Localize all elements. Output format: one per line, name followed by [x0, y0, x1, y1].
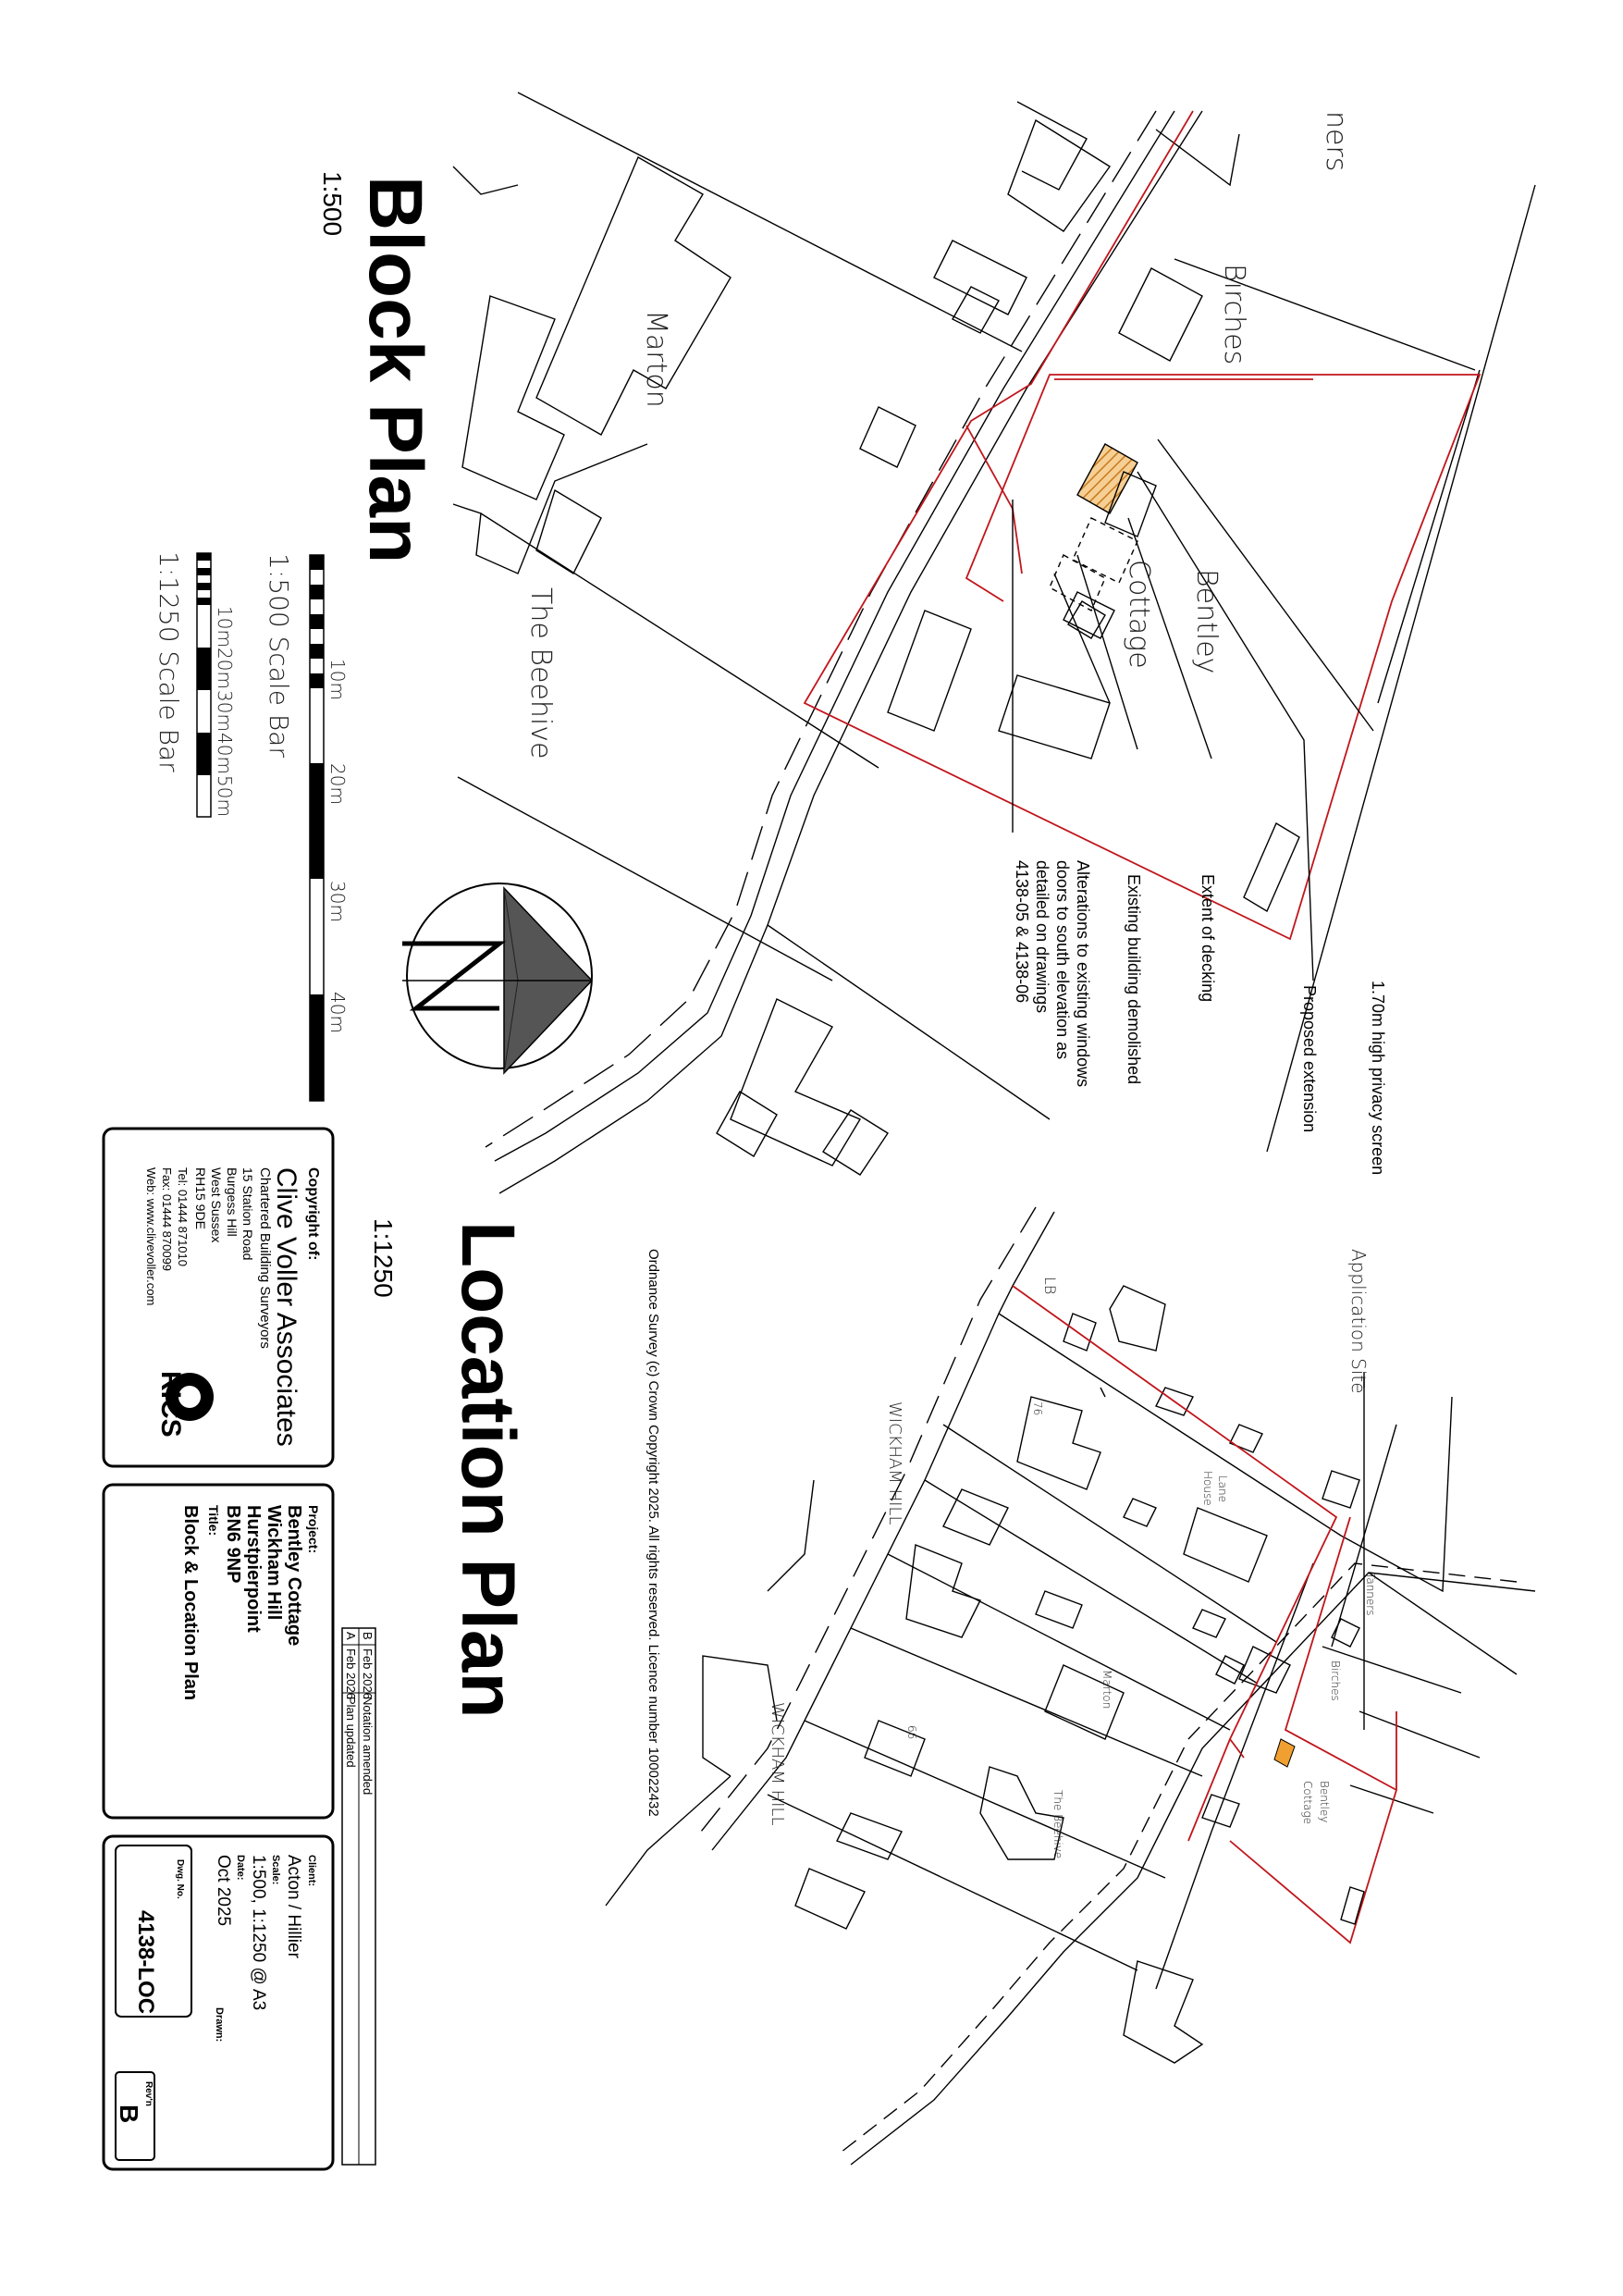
svg-text:Lane: Lane [1216, 1475, 1229, 1503]
svg-text:50m: 50m [214, 775, 236, 817]
svg-text:30m: 30m [214, 690, 236, 732]
label-birches: Birches [1218, 264, 1250, 365]
project-line-2: Wickham Hill [264, 1505, 284, 1621]
location-plan-title: Location Plan [446, 1221, 530, 1719]
svg-text:Tel: 01444 871010: Tel: 01444 871010 [176, 1167, 190, 1266]
revisions-table [342, 1628, 375, 2165]
svg-text:House: House [1201, 1471, 1214, 1506]
copyright-box [104, 1129, 333, 1466]
note-alterations-3: detailed on drawings [1033, 860, 1051, 1014]
label-tanners-partial: ners [1320, 111, 1352, 172]
svg-text:20m: 20m [214, 648, 236, 689]
note-extent-decking: Extent of decking [1199, 874, 1217, 1003]
revision-letter: B [115, 2105, 143, 2124]
svg-text:30m: 30m [326, 881, 349, 922]
drawing-number: 4138-LOC [133, 1910, 158, 2015]
svg-text:Scale:: Scale: [270, 1855, 281, 1885]
svg-text:20m: 20m [326, 763, 349, 805]
svg-text:Copyright of:: Copyright of: [305, 1167, 321, 1261]
svg-text:Marton: Marton [1100, 1670, 1113, 1710]
scale-bar-1250-caption: 1:1250 Scale Bar [154, 551, 184, 772]
svg-text:Web: www.clivevoller.com: Web: www.clivevoller.com [144, 1167, 158, 1306]
label-bentley: Bentley [1190, 569, 1223, 674]
note-existing-demolished: Existing building demolished [1125, 874, 1143, 1085]
location-plan-map [606, 1207, 1535, 2165]
svg-text:10m: 10m [326, 659, 349, 700]
application-site-label: Application Site [1347, 1249, 1370, 1394]
svg-text:Client:: Client: [306, 1855, 317, 1887]
svg-text:B: B [361, 1632, 375, 1640]
os-copyright: Ordnance Survey (c) Crown Copyright 2025. All rights reserved. Licence number 100022432 [646, 1249, 661, 1817]
scale-bar-500 [264, 553, 349, 1101]
label-the-beehive: The Beehive [524, 587, 557, 759]
info-box [104, 1836, 333, 2169]
svg-text:LB: LB [1041, 1277, 1059, 1295]
scale-bar-1250 [154, 551, 236, 817]
svg-text:Project:: Project: [306, 1505, 321, 1554]
rics-logo-icon [155, 1371, 214, 1438]
location-plan-labels [768, 1277, 1377, 1858]
drawing-title: Block & Location Plan [180, 1505, 201, 1701]
label-cottage: Cottage [1123, 560, 1155, 669]
svg-text:Fax: 01444 870099: Fax: 01444 870099 [160, 1167, 174, 1272]
svg-text:Burgess Hill: Burgess Hill [225, 1167, 240, 1237]
note-alterations-1: Alterations to existing windows [1074, 860, 1092, 1088]
svg-text:Plan updated: Plan updated [344, 1697, 358, 1768]
north-arrow-icon [402, 883, 592, 1073]
svg-text:Bentley: Bentley [1318, 1781, 1331, 1823]
block-plan-annotations [1013, 860, 1387, 1175]
title-box [104, 1485, 333, 1818]
svg-text:66: 66 [905, 1725, 918, 1740]
proposed-extension-hatch [1077, 444, 1137, 513]
svg-text:Tanners: Tanners [1364, 1573, 1377, 1616]
svg-text:Rev'n: Rev'n [143, 2081, 154, 2106]
application-site-fill [1274, 1739, 1295, 1767]
block-plan-title: Block Plan [353, 176, 437, 564]
project-line-1: Bentley Cottage [284, 1505, 304, 1647]
svg-text:RH15 9DE: RH15 9DE [193, 1167, 208, 1229]
svg-text:Feb 2026: Feb 2026 [344, 1648, 358, 1699]
svg-text:A: A [344, 1632, 358, 1640]
scale-bar-500-caption: 1:500 Scale Bar [264, 553, 294, 758]
company-name: Clive Voller Associates [271, 1167, 301, 1447]
svg-text:Notation amended: Notation amended [361, 1697, 375, 1796]
note-privacy-screen: 1.70m high privacy screen [1369, 981, 1387, 1176]
road-label-1: WICKHAM HILL [885, 1401, 904, 1525]
svg-text:40m: 40m [214, 733, 236, 774]
svg-text:Title:: Title: [206, 1505, 221, 1537]
svg-text:Birches: Birches [1329, 1660, 1342, 1701]
svg-text:40m: 40m [326, 992, 349, 1033]
road-label-2: WICKHAM HILL [768, 1702, 787, 1826]
block-plan-scale: 1:500 [318, 171, 347, 237]
label-marton: Marton [640, 310, 672, 408]
location-plan-scale: 1:1250 [369, 1218, 398, 1298]
date-value: Oct 2025 [214, 1855, 233, 1927]
svg-text:76: 76 [1031, 1401, 1044, 1416]
svg-text:Feb 2026: Feb 2026 [361, 1648, 375, 1699]
svg-text:Date:: Date: [235, 1855, 246, 1881]
note-alterations-4: 4138-05 & 4138-06 [1013, 860, 1031, 1004]
svg-text:Drawn:: Drawn: [214, 2007, 225, 2043]
svg-text:The Beehive: The Beehive [1051, 1790, 1064, 1859]
note-alterations-2: doors to south elevation as [1053, 860, 1072, 1060]
svg-text:Cottage: Cottage [1301, 1781, 1314, 1825]
svg-text:West Sussex: West Sussex [209, 1167, 224, 1243]
svg-text:15 Station Road: 15 Station Road [240, 1167, 255, 1261]
svg-text:10m: 10m [214, 606, 236, 648]
note-proposed-extension: Proposed extension [1300, 985, 1319, 1133]
client-name: Acton / Hillier [284, 1855, 303, 1958]
project-line-3: Hurstpierpoint [243, 1505, 264, 1633]
scale-value: 1:500, 1:1250 @ A3 [249, 1855, 268, 2011]
svg-text:Chartered Building Surveyors: Chartered Building Surveyors [257, 1167, 273, 1349]
project-line-4: BN6 9NP [223, 1505, 243, 1584]
block-plan-property-labels [524, 111, 1352, 759]
svg-text:Dwg. No.: Dwg. No. [175, 1859, 185, 1899]
svg-text:RICS: RICS [155, 1371, 186, 1438]
